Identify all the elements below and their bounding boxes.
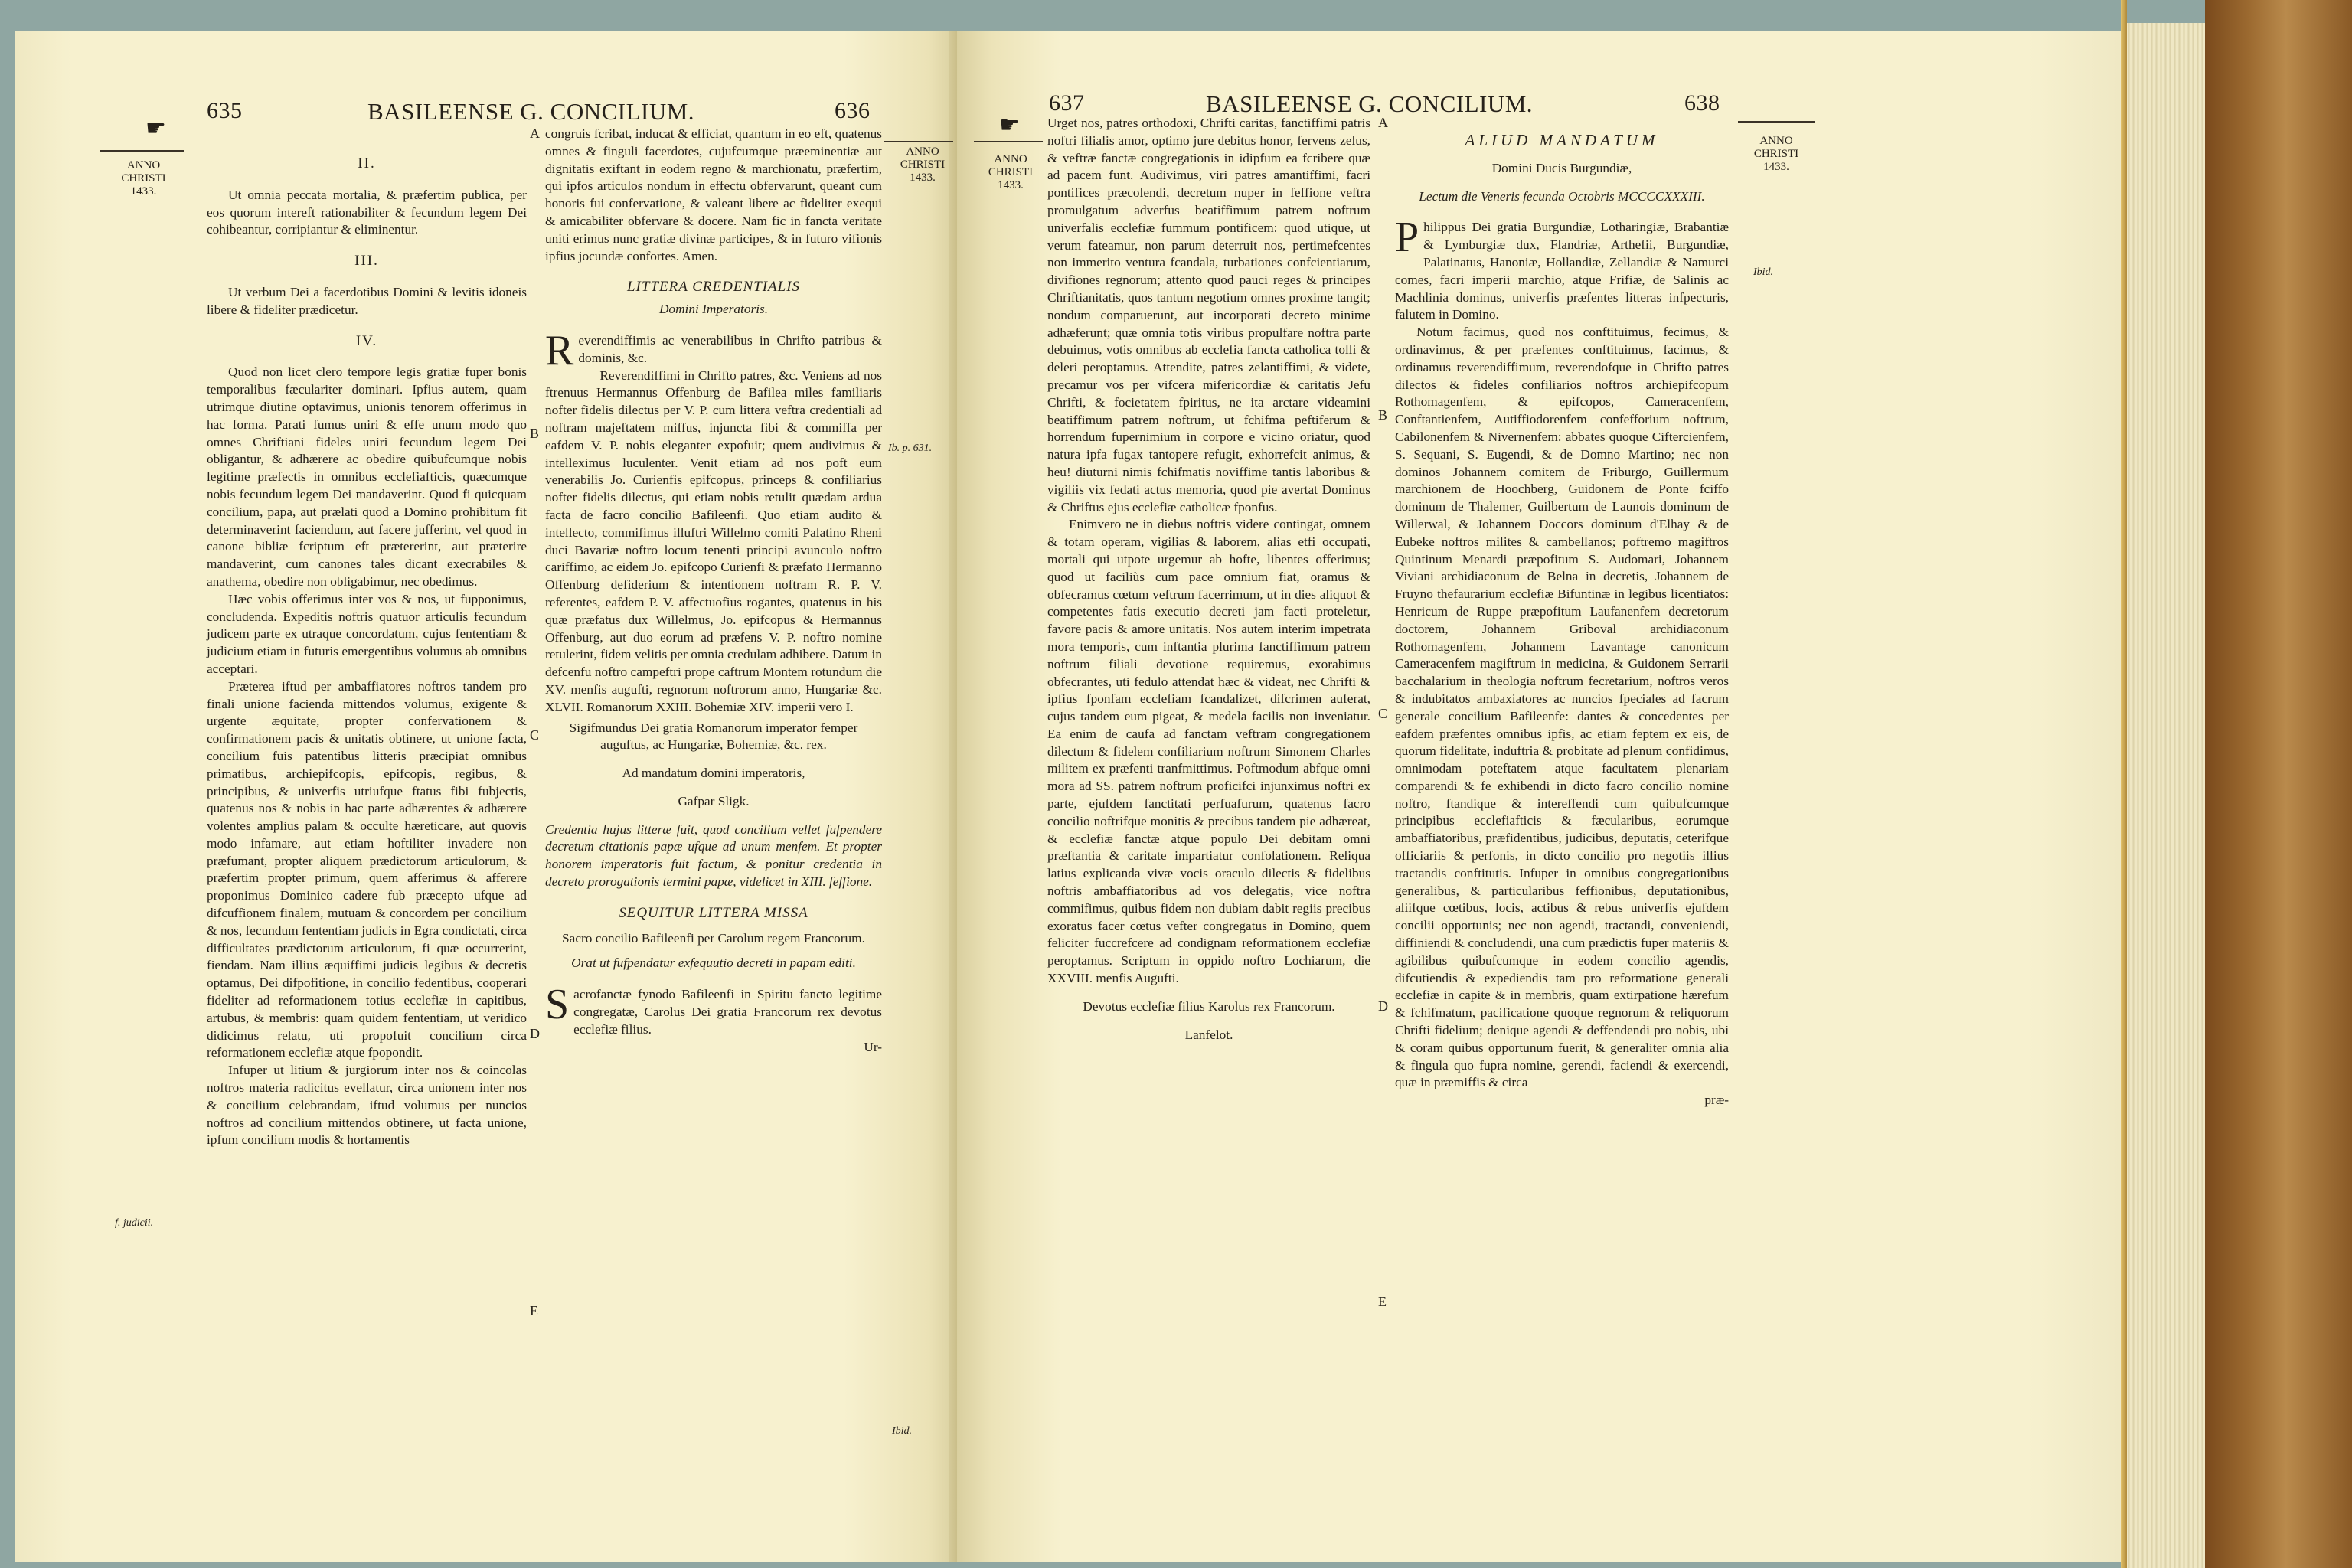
margin-letter-a-right: A bbox=[1378, 115, 1388, 130]
sign-sacro-concilio: Sacro concilio Bafileenfi per Carolum regem Francorum. bbox=[562, 930, 865, 946]
heading-ii: II. bbox=[358, 155, 376, 172]
sub-domini-ducis: Domini Ducis Burgundiæ, bbox=[1491, 160, 1632, 175]
sub-orat: Orat ut fufpendatur exfequutio decreti in papam editi. bbox=[571, 956, 856, 971]
anno-rule-right-2 bbox=[1738, 121, 1815, 122]
page-edges bbox=[2121, 23, 2205, 1568]
heading-iv: IV. bbox=[355, 332, 378, 349]
margin-letter-d: D bbox=[530, 1026, 540, 1041]
cover-edge bbox=[2121, 0, 2127, 1568]
anno-label-left-2: ANNO CHRISTI 1433. bbox=[900, 145, 946, 184]
right-column-1 bbox=[1047, 115, 1370, 1054]
right-header-title: BASILEENSE G. CONCILIUM. bbox=[1206, 90, 1534, 117]
left-header-title: BASILEENSE G. CONCILIUM. bbox=[368, 98, 695, 125]
catchword-right: præ- bbox=[1704, 1093, 1729, 1108]
page-number-637: 637 bbox=[1049, 90, 1085, 116]
para-notum: Notum facimus, quod nos conftituimus, fecimus, & ordinavimus, & per præfentes conftituimus, facimus, & ordinamus reverendiffimum, reverendofque in Chrifto patres dilectos & fideles confiliarios noftros archiepifcopum Rothomagenfem, & epifcopos, Cameracenfem, Conftantienfem, Autiffiodorenfem confefforium noftrum, Cabilonenfem & Nivernenfem: abbates quoque Ciftercienfem, S. Sequani, S. Eugendi, & de Domno Martino; nec non dominos Johannem comitem de Friburgo, Guillermum marchionem de Hoochberg, Guidonem de Ponte fciffo dominum de Thalemer, Guilbertum de Launois dominum de Willerwal, & Johannem Doccors dominum d'Elhay & de Eubeke noftros milites & cambellanos; poftremo magiftros Quintinum Menardi præpofitum S. Audomari, Johannem Viviani archidiaconum de Belna in decretis, Johannem de Fruyno thefaurarium ecclefiæ Bifuntinæ in legibus licentiatos: Henricum de Ruppe præpofitum Laufanenfem decretorum doctorem, Johannem Griboval archidiaconum Rothomagenfem, Johannem Lavantage canonicum Cameracenfem magiftrum in medicina, & Guidonem Serrarii bacchalarium in theologia noftrum fecretarium, noftros veros & indubitatos ambaxiatores ac nuncios fpeciales ad facrum generale concilium Bafileenfe: dantes & concedentes per eafdem præfentes omnibus ipfis, ac etiam feptem ex eis, de quorum fidelitate, induftria & probitate ad plenum confidimus, omnimodam poteftatem atque facultatem plenariam comparendi & fe exhibendi in dicto facro concilio nomine noftro, ftandique & intereffendi cum quibufcumque principibus ecclefiafticis & fæcularibus, eorumque ambaffiatoribus, præfidentibus, judicibus, deputatis, ceterifque officiariis & perfonis, in dicto concilio pro negotiis illius tractandis conftitutis. Infuper in omnibus congregationibus generalibus, & particularibus feffionibus, deputationibus, aliifque cœtibus, locis, actibus & rebus univerfis ejufdem concilii opportunis; nec non agendi, tractandi, conveniendi, diffiniendi & concludendi, una cum prædictis fuper materiis & agibilibus quibufcumque in eodem concilio agendis, difcutiendis & expediendis tam pro reformatione generali ecclefiæ in capite & in membris, quam extirpatione hærefum & fchifmatum, pacificatione quoque regnorum & reliquorum Chrifti fidelium; denique agendi & deffendendi pro nobis, ubi & coram quibus opportunum fuerit, & generaliter omnia alia & fingula quo fupra nomine, gerendi, faciendi & exercendi, quæ in præmiffis & circa bbox=[1395, 325, 1729, 1090]
heading-littera-credentialis: LITTERA CREDENTIALIS bbox=[626, 279, 801, 296]
para-philippus: Philippus Dei gratia Burgundiæ, Lotharingiæ, Brabantiæ & Lymburgiæ dux, Flandriæ, Arthefii, Burgundiæ, Palatinatus, Hanoniæ, Hollandiæ, Zellandiæ & Namurci comes, facri imperii marchio, atque Frifiæ, de Salinis ac Machlinia dominus, univerfis præfentes litteras infpecturis, falutem in Domino. bbox=[1395, 214, 1729, 322]
pointing-hand-icon: ☛ bbox=[145, 116, 166, 141]
margin-letter-d-right: D bbox=[1378, 998, 1388, 1014]
margin-letter-c-right: C bbox=[1378, 706, 1388, 721]
page-number-635: 635 bbox=[207, 98, 243, 123]
margin-letter-e: E bbox=[530, 1303, 538, 1318]
margin-note-ib: Ib. p. 631. bbox=[888, 443, 933, 454]
margin-letter-c: C bbox=[530, 727, 540, 743]
heading-aliud-mandatum: ALIUD MANDATUM bbox=[1465, 131, 1659, 149]
pointing-hand-icon: ☛ bbox=[999, 113, 1020, 138]
sub-lectum: Lectum die Veneris fecunda Octobris MCCCCXXXIII. bbox=[1419, 188, 1705, 204]
margin-note-ibid-right: Ibid. bbox=[1753, 266, 1774, 278]
sign-ad-mandatum: Ad mandatum domini imperatoris, bbox=[622, 766, 805, 781]
page-number-636: 636 bbox=[835, 98, 871, 123]
margin-letter-a: A bbox=[530, 126, 540, 141]
sub-domini-imperatoris: Domini Imperatoris. bbox=[658, 302, 769, 317]
margin-letter-b-right: B bbox=[1378, 407, 1388, 423]
sign-gaspar: Gafpar Sligk. bbox=[678, 793, 750, 808]
anno-rule-right bbox=[974, 141, 1043, 142]
heading-iii: III. bbox=[354, 253, 379, 270]
margin-letter-b: B bbox=[530, 426, 540, 441]
sign-sigismundus: Sigifmundus Dei gratia Romanorum imperator femper auguftus, ac Hungariæ, Bohemiæ, &c. rex. bbox=[569, 720, 858, 753]
left-column-2 bbox=[545, 126, 882, 1056]
margin-note-judicii: f. judicii. bbox=[115, 1217, 154, 1229]
margin-letter-e-right: E bbox=[1378, 1294, 1387, 1309]
anno-rule-left bbox=[100, 150, 184, 152]
catchword-left: Ur- bbox=[864, 1039, 882, 1054]
anno-label-right-2: ANNO CHRISTI 1433. bbox=[1753, 135, 1799, 173]
para-congruis: congruis fcribat, inducat & efficiat, quantum in eo eft, quatenus omnes & finguli facerdotes, cujufcumque præeminentiæ aut dignitatis exiftant in eodem regno & marchionatu, præfertim, qui ipfos articulos nondum in effectu obfervarunt, queant cum honoris fui confervatione, & valeant libere ac fideliter exequi & amicabiliter obfervare & docere. Nam fic in fancta veritate uniti erimus nunc gratiæ divinæ participes, & in futuro vifionis ipfius jocundæ confortes. Amen. bbox=[545, 126, 882, 263]
heading-sequitur: SEQUITUR LITTERA MISSA bbox=[619, 904, 808, 921]
para-iii: Ut verbum Dei a facerdotibus Domini & levitis idoneis libere & fideliter prædicetur. bbox=[207, 284, 527, 317]
para-urget: Urget nos, patres orthodoxi, Chrifti caritas, fanctiffimi patris noftri filialis amor, optimo jure debitus honor, fervens zelus, & veftræ fanctæ congregationis in idipfum ea fcribere quæ ad pacem funt. Audivimus, viri patres amantiffimi, facri pontifices præcolendi, decretum nuper in feffione veftra promulgatum adverfus beatiffimum patrem noftrum univerfalis ecclefiæ fummum pontificem: quod utique, ut verum fateamur, non parum deterruit nos, pertimefcentes non immerito ventura fcandala, turbationes confcientiarum, divifiones regnorum; attento quod pauci reges & principes Chriftianitatis, quos tantum negotium omnes proxime tangit; nondum comparuerunt, aut incorporati decreto minime adhæferunt; quæ omnia totis viribus propulfare noftra parte debuimus, votis omnibus ab ecclefia fancta catholica tolli & deleri peroptamus. Attendite, patres zelantiffimi, & videte, precamur vos per vifcera mifericordiæ & caritatis Jefu Chrifti, & focietatem fpiritus, ne ita arctare videamini beatiffimum patrem noftrum, ut fchifma peftiferum & horrendum fupernimium in corpore e vicino oriatur, quod natura ipfa fugax tantopere refugit, exhorrefcit animus, & heu! diuturni nimis fchifmatis noviffime tantis laboribus & vigiliis vix fedati actus memoria, quod pie avertat Dominus & Chriftus ejus ecclefiæ catholicæ fponfus. bbox=[1047, 116, 1370, 514]
note-credentia: Credentia hujus litteræ fuit, quod concilium vellet fufpendere decretum citationis papæ ufque ad unum menfem. Et propter honorem imperatoris fuit factum, & ponitur credentia in decreto prorogationis termini papæ, videlicet in XIII. feffione. bbox=[545, 822, 882, 890]
para-reverendissimi: Reverendiffimi in Chrifto patres, &c. Veniens ad nos ftrenuus Hermannus Offenburg de Bafilea miles familiaris nofter fidelis dilectus per V. P. cum littera veftra credentiali ad noftram majeftatem miffus, injuncta fibi & commiffa per eafdem V. P. nobis eleganter expofuit; quem audivimus & intelleximus luculenter. Venit etiam ad nos poft eum venerabilis Jo. Curienfis epifcopus, princeps & confiliarius nofter fidelis dilectus, qui etiam nobis retulit quædam ardua facta de facro concilio Bafileenfi. Quo etiam audito & intellecto, commifimus illuftri Willelmo comiti Palatino Rheni duci Bavariæ noftro locum tenenti principi avunculo noftro cariffimo, ac eidem Jo. epifcopo Curienfi & præfato Hermanno Offenburg defiderium & intentionem noftram R. P. V. referentes, eafdem P. V. affectuofius rogantes, quatenus in his quæ præfatus dux Willelmus, Jo. epifcopus & Hermannus Offenburg, aut duo eorum ad præfens V. P. noftro nomine retulerint, fidem velitis per omnia credulam adhibere. Datum in defcenfu noftro campeftri prope caftrum Montem rotundum die XV. menfis augufti, regnorum noftrorum anno, Hungariæ &c. XLVII. Romanorum XXIII. Bohemiæ XIV. imperii vero I. bbox=[545, 368, 882, 714]
anno-label-right: ANNO CHRISTI 1433. bbox=[988, 153, 1034, 191]
para-enimvero: Enimvero ne in diebus noftris videre contingat, omnem & totam operam, vigilias & laborem, alias etfi occupati, mortali qui utpote urgemur ab hofte, libentes offerimus; quod ut faciliùs cum pace omnium fiat, oramus & obfecramus cœtum veftrum facerrimum, ut in dies aliquot & competentes fatis executio decreti jam facti proteletur, favore pacis & amore unitatis. Nos autem interim impetrata mora temporis, cum inftantia plurima fanctiffimum patrem noftrum filiali devotione requiremus, exorabimus obfecrantes, uti fedulo attendat hæc & videat, nec Chrifti & ipfius fponfam ecclefiam fcandalizet, difcrimen auferat, cujus tandem eum pigeat, & medela facilis non inveniatur. Ea enim de caufa ad fanctam veftram congregationem dilectum & fidelem confiliarium noftrum Simonem Charles militem ex præfenti tranfmittimus. Poftmodum abfque omni mora ad SS. patrem noftrum proficifci injunximus noftri ex parte, ejufdem fanctitati perfuafurum, quatenus facro concilio noftrifque monitis & precibus tandem pie adhæreat, & ecclefiæ fanctæ atque populo Dei debitam omni præftantia & caritate impartiatur confolationem. Reliqua latius explicanda vivæ vocis oraculo dilectis & fidelibus noftris ambaffiatoribus ad vos delegatis, vice noftra commifimus, quibus fidem non dubiam dabit regiis precibus exoratus facer cœtus vefter congregatus in Domino, quem feliciter fuccrefcere ad condignam reformationem ecclefiæ peroptamus. Scriptum in oppido noftro Lochiarum, die XXVIII. menfis Augufti. bbox=[1047, 517, 1370, 986]
para-iv-d: Infuper ut litium & jurgiorum inter nos & coincolas noftros materia radicitus evellatur, circa unionem inter nos & concilium celebrandam, iftud volumus per nuncios noftros ad concilium mittendos obtinere, ut facta unione, ipfum concilium modis & hortamentis bbox=[207, 1063, 527, 1148]
anno-label-left: ANNO CHRISTI 1433. bbox=[121, 159, 166, 198]
right-column-2 bbox=[1395, 126, 1729, 1109]
para-reverendissimis: Reverendiffimis ac venerabilibus in Chrifto patribus & dominis, &c. bbox=[545, 326, 882, 374]
margin-note-ibid: Ibid. bbox=[892, 1426, 913, 1437]
para-iv-c: Præterea iftud per ambaffiatores noftros tandem pro finali unione facienda mittendos volumus, exigente & urgente æquitate, propter confervationem & confirmationem pacis & unitatis obtinere, ut unione facta, concilium fuis patentibus litteris præcipiat omnibus primatibus, archiepifcopis, epifcopis, regibus, & principibus, & univerfis utriufque ftatus fibi fubjectis, quatenus nos & nobis in hac parte adhærentes & adhærere volentes amplius palam & occulte hæreticare, aut quovis modo infamare, aut etiam hoftiliter invadere non præfumant, propter aliquem prædictorum articulorum, & præfertim propter primum, quem afferimus & afferere proponimus Dominico cadere fub præcepto ufque ad difcuffionem finalem, mutuam & concordem per concilium & nos, fecundum fententiam judicis in Egra condictati, circa difficultates prædictorum articulorum, fi quæ occurrerint, fiendam. Nam illius æquiffimi judicis legibus & decretis optamus, Dei difpofitione, in concilio fedentibus, cooperari fideliter ad reformationem totius ecclefiæ in capitibus, artubus, & membris: quam quidem fententiam, ut veridico didicimus relatu, uti propofuit concilium circa reformationem ecclefiæ atque fpopondit. bbox=[207, 678, 527, 1060]
sign-devotus: Devotus ecclefiæ filius Karolus rex Francorum. bbox=[1083, 998, 1335, 1014]
para-iv-b: Hæc vobis offerimus inter vos & nos, ut fupponimus, concludenda. Expeditis noftris quatuor articulis fecundum judicem parte ex utraque concordatum, cujus fententiam & judicium etiam in futuris emergentibus volumus ab omnibus acceptari. bbox=[207, 591, 527, 676]
para-sacrosanctae: Sacrofanctæ fynodo Bafileenfi in Spiritu fancto legitime congregatæ, Carolus Dei gratia Francorum rex devotus ecclefiæ filius. bbox=[545, 981, 882, 1037]
left-column-1 bbox=[207, 142, 527, 1149]
anno-rule-left-2 bbox=[884, 141, 953, 142]
sign-lanselot: Lanfelot. bbox=[1184, 1027, 1233, 1042]
para-iv-a: Quod non licet clero tempore legis gratiæ fuper bonis temporalibus fæculariter dominari. Ipfius autem, quam utrimque diutine optavimus, unionis tenorem offerimus in hac forma. Parati fumus uniri & effe unum modo quo omnes Chriftiani fideles uniri fecundum legem Dei obligantur, & adhærere ac obedire quibufcumque nobis legitime præfectis in omnibus ecclefiafticis, quæcumque nobis fecundum legem Dei mandaverint. Quod fi quicquam concilium, papa, aut prælati quod a Domino prohibitum fit determinaverint faciendum, aut facere jufferint, vel quod in canone bibliæ fcriptum eft prætererint, aut præterire mandaverint, cum canones tales dicant execrabiles & anathema, obedire non obligabimur, nec obedimus. bbox=[207, 364, 527, 589]
book-cover bbox=[2205, 0, 2352, 1568]
para-ii: Ut omnia peccata mortalia, & præfertim publica, per eos quorum intereft rationabiliter & fecundum legem Dei cohibeantur, corripiantur & eliminentur. bbox=[207, 187, 527, 237]
page-number-638: 638 bbox=[1684, 90, 1720, 116]
